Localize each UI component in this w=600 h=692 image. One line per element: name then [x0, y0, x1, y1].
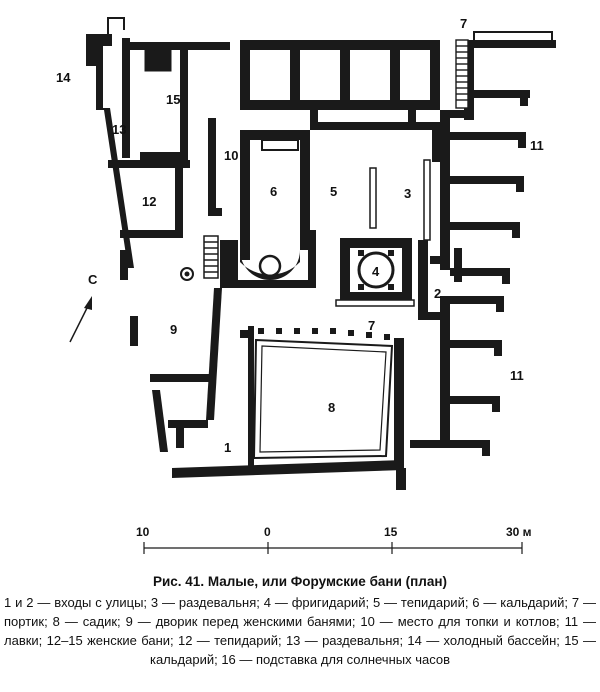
wall — [448, 340, 502, 348]
wall — [470, 40, 556, 48]
wall — [494, 340, 502, 356]
wall — [122, 42, 230, 50]
scale-tick-10: 10 — [136, 525, 150, 539]
caldarium-basin — [262, 140, 298, 150]
wall — [394, 338, 404, 468]
label-2: 2 — [434, 286, 442, 301]
apodyterium-bench — [424, 160, 430, 240]
label-5: 5 — [330, 184, 338, 199]
walls — [86, 18, 556, 490]
stairs-right — [456, 40, 468, 108]
wall — [448, 222, 520, 230]
wall — [448, 176, 524, 184]
wall — [440, 296, 450, 446]
wall — [120, 250, 128, 280]
wall — [358, 284, 364, 290]
wall — [120, 230, 183, 238]
scale-bar — [136, 525, 532, 554]
tepidarium-bench — [370, 168, 376, 228]
wall — [240, 130, 310, 140]
wall — [482, 440, 490, 456]
scale-tick-15: 15 — [384, 525, 398, 539]
label-1: 1 — [224, 440, 232, 455]
wall — [430, 40, 440, 100]
wall — [176, 428, 184, 448]
wall — [516, 176, 524, 192]
wall — [180, 42, 188, 160]
wall — [410, 440, 490, 448]
wall — [130, 316, 138, 346]
wall — [388, 284, 394, 290]
wall — [290, 40, 300, 100]
label-7-top: 7 — [460, 16, 468, 31]
label-3: 3 — [404, 186, 412, 201]
wall — [450, 268, 510, 276]
label-12: 12 — [142, 194, 157, 209]
stairs-left — [204, 236, 218, 278]
garden-inner — [260, 346, 386, 452]
wall — [310, 122, 440, 130]
wall — [418, 240, 428, 320]
wall — [240, 40, 250, 110]
figure-caption — [0, 574, 600, 669]
wall — [240, 330, 254, 338]
wall — [208, 118, 216, 210]
wall — [140, 152, 188, 160]
label-4: 4 — [372, 264, 380, 279]
wall — [108, 18, 124, 34]
wall — [502, 268, 510, 284]
wall — [496, 296, 504, 312]
label-11-bottom: 11 — [510, 368, 524, 383]
label-15: 15 — [166, 92, 181, 107]
wall — [175, 160, 183, 236]
wall — [518, 132, 526, 148]
wall — [388, 250, 394, 256]
wall — [492, 396, 500, 412]
wall — [168, 420, 208, 428]
label-14: 14 — [56, 70, 71, 85]
wall — [520, 90, 528, 106]
wall — [396, 468, 406, 490]
wall — [240, 130, 250, 260]
wall — [432, 122, 440, 162]
wall — [248, 326, 254, 468]
wall — [220, 280, 316, 288]
wall-south — [172, 460, 404, 478]
north-arrow — [70, 272, 98, 342]
wall — [440, 110, 474, 118]
wall — [454, 248, 462, 282]
wall — [122, 38, 130, 158]
wall — [152, 390, 168, 452]
wall — [448, 132, 526, 140]
wall — [512, 222, 520, 238]
label-6: 6 — [270, 184, 278, 199]
caption-title: Рис. 41. Малые, или Форумские бани (план) — [152, 574, 448, 589]
label-13: 13 — [112, 122, 127, 137]
wall — [308, 230, 316, 288]
wall — [358, 250, 364, 256]
wall — [150, 374, 212, 382]
label-8: 8 — [328, 400, 336, 415]
wall — [390, 40, 400, 100]
label-7-portico: 7 — [368, 318, 376, 333]
caption-legend: 1 и 2 — входы с улицы; 3 — раздевальня; 4 — фригидарий; 5 — тепидарий; 6 — кальдарий; 7 — портик; 8 — садик; 9 — дворик перед женскими банями; 10 — место для топки и котлов; 11 — лавки; 12–15 женские бани; 12 — тепидарий; 13 — раздевальня; 14 — холодный бассейн; 15 — кальдарий; 16 — подставка для солнечных часов — [4, 595, 596, 667]
north-label: С — [88, 272, 98, 287]
label-9: 9 — [170, 322, 178, 337]
wall — [208, 208, 222, 216]
label-11-top: 11 — [530, 138, 544, 153]
label-10: 10 — [224, 148, 239, 163]
labrum-circle — [260, 256, 280, 276]
wall — [440, 296, 504, 304]
sundial-center — [185, 272, 190, 277]
wall — [206, 288, 222, 420]
scale-tick-0: 0 — [264, 525, 271, 539]
frigidarium-step — [336, 300, 414, 306]
scale-tick-30: 30 м — [506, 525, 532, 539]
wall — [474, 32, 552, 40]
wall — [340, 40, 350, 100]
